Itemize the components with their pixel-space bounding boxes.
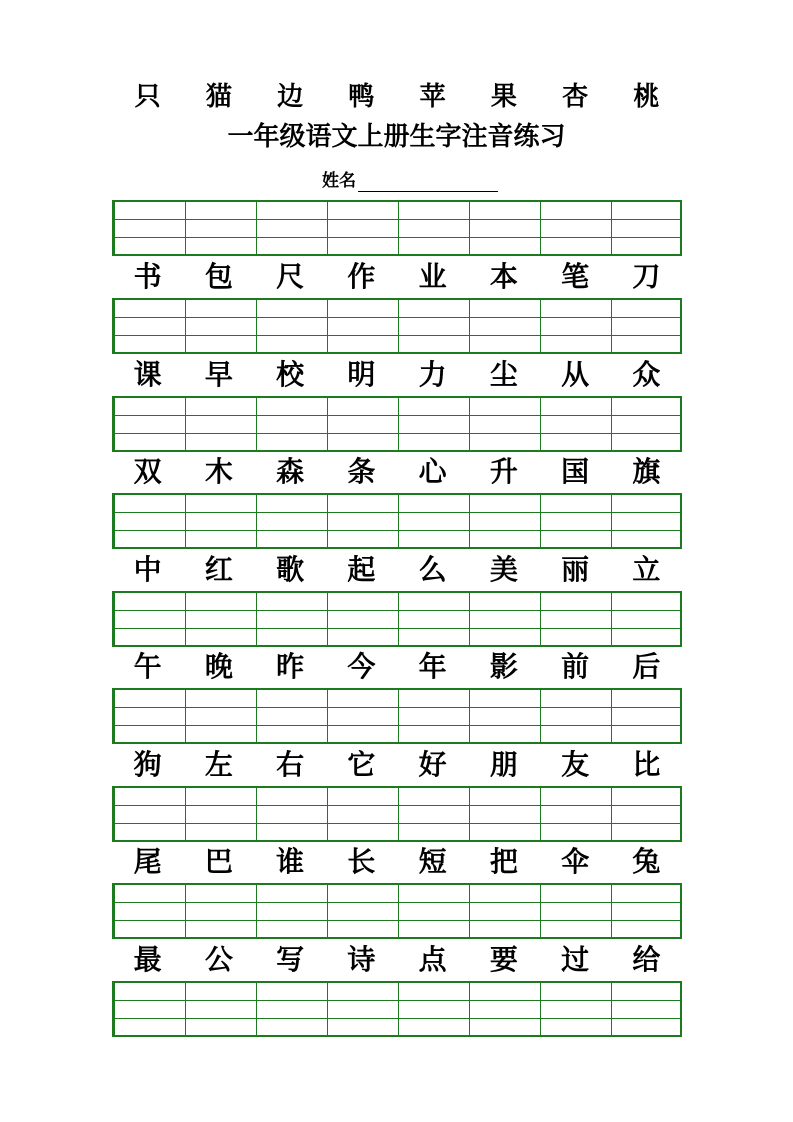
character-row-8 [112,940,682,980]
character-row-4 [112,550,682,590]
character: 校 [276,358,305,391]
pinyin-grid[interactable] [112,298,682,354]
character: 苹 [419,82,446,112]
character: 心 [418,455,447,488]
character: 从 [561,358,590,391]
character: 给 [632,943,661,976]
character: 美 [489,553,518,586]
character: 果 [490,82,517,112]
character: 友 [561,748,590,781]
character: 双 [133,455,162,488]
character-row-6 [112,745,682,785]
character: 把 [489,845,518,878]
character: 午 [133,650,162,683]
pinyin-grid[interactable] [112,200,682,256]
character: 刀 [632,260,661,293]
pinyin-grid[interactable] [112,493,682,549]
character: 鸭 [348,82,375,112]
character: 左 [204,748,233,781]
character-row-2 [112,355,682,395]
page-title: 一年级语文上册生字注音练习 [227,122,566,152]
character: 好 [418,748,447,781]
character: 本 [489,260,518,293]
character: 诗 [347,943,376,976]
character: 今 [347,650,376,683]
name-label: 姓名 [322,171,356,191]
character: 前 [561,650,590,683]
character: 年 [418,650,447,683]
character: 歌 [276,553,305,586]
pinyin-grid[interactable] [112,396,682,452]
character: 杏 [562,82,589,112]
pinyin-grid[interactable] [112,883,682,939]
pinyin-grid[interactable] [112,786,682,842]
character: 点 [418,943,447,976]
character: 作 [347,260,376,293]
character: 昨 [276,650,305,683]
character: 笔 [561,260,590,293]
character: 巴 [204,845,233,878]
pinyin-grid[interactable] [112,591,682,647]
character-row-3 [112,452,682,492]
name-field[interactable] [322,166,498,192]
character: 晚 [204,650,233,683]
character: 课 [133,358,162,391]
character: 桃 [633,82,660,112]
character: 条 [347,455,376,488]
character: 早 [204,358,233,391]
character: 众 [632,358,661,391]
character: 旗 [632,455,661,488]
top-character-row [112,80,682,114]
pinyin-grid[interactable] [112,688,682,744]
character: 只 [134,82,161,112]
character: 业 [418,260,447,293]
character: 书 [133,260,162,293]
pinyin-grid[interactable] [112,981,682,1037]
character: 长 [347,845,376,878]
character: 过 [561,943,590,976]
character: 后 [632,650,661,683]
character: 丽 [561,553,590,586]
character: 尘 [489,358,518,391]
character: 森 [276,455,305,488]
character: 要 [489,943,518,976]
character: 影 [489,650,518,683]
character: 比 [632,748,661,781]
name-blank-line[interactable] [358,171,498,192]
character: 立 [632,553,661,586]
character: 明 [347,358,376,391]
character: 谁 [276,845,305,878]
character: 狗 [133,748,162,781]
character: 尺 [276,260,305,293]
character: 木 [204,455,233,488]
character-row-1 [112,257,682,297]
character: 中 [133,553,162,586]
character: 红 [204,553,233,586]
character: 边 [277,82,304,112]
character: 写 [276,943,305,976]
character: 右 [276,748,305,781]
character: 伞 [561,845,590,878]
character: 尾 [133,845,162,878]
character: 朋 [489,748,518,781]
character: 国 [561,455,590,488]
character: 起 [347,553,376,586]
character-row-5 [112,647,682,687]
character: 力 [418,358,447,391]
character: 包 [204,260,233,293]
character: 最 [133,943,162,976]
character: 么 [418,553,447,586]
character: 短 [418,845,447,878]
character: 升 [489,455,518,488]
character: 猫 [205,82,232,112]
character-row-7 [112,842,682,882]
character: 它 [347,748,376,781]
character: 公 [204,943,233,976]
character: 兔 [632,845,661,878]
